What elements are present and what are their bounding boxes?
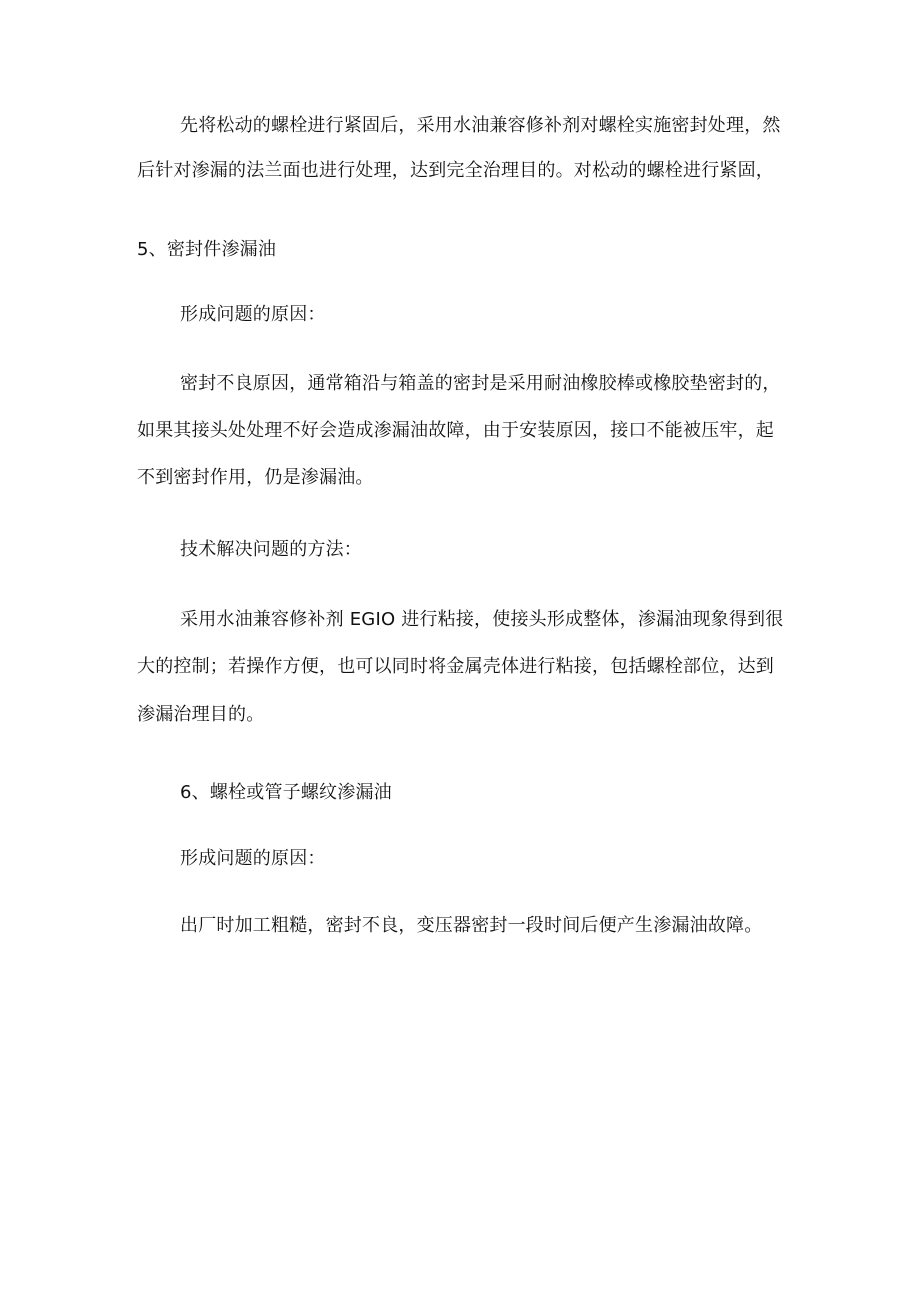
section-5-cause-label: 形成问题的原因： bbox=[180, 304, 326, 325]
section-5-solution-line-2: 大的控制；若操作方便，也可以同时将金属壳体进行粘接，包括螺栓部位，达到 bbox=[137, 656, 774, 677]
section-5-heading: 5、密封件渗漏油 bbox=[137, 239, 277, 260]
section-5-cause-line-3: 不到密封作用，仍是渗漏油。 bbox=[137, 467, 374, 488]
section-5-solution-line-1: 采用水油兼容修补剂 EGIO 进行粘接，使接头形成整体，渗漏油现象得到很 bbox=[180, 609, 784, 630]
section-5-solution-label: 技术解决问题的方法： bbox=[180, 539, 362, 560]
section-6-cause-label: 形成问题的原因： bbox=[180, 848, 326, 869]
paragraph-1-line-2: 后针对渗漏的法兰面也进行处理，达到完全治理目的。对松动的螺栓进行紧固， bbox=[137, 160, 774, 181]
section-5-cause-line-1: 密封不良原因，通常箱沿与箱盖的密封是采用耐油橡胶棒或橡胶垫密封的， bbox=[180, 373, 781, 394]
section-5-solution-line-3: 渗漏治理目的。 bbox=[137, 704, 265, 725]
section-5-cause-line-2: 如果其接头处处理不好会造成渗漏油故障，由于安装原因，接口不能被压牢，起 bbox=[137, 420, 774, 441]
paragraph-1-line-1: 先将松动的螺栓进行紧固后，采用水油兼容修补剂对螺栓实施密封处理，然 bbox=[180, 115, 781, 136]
section-6-heading: 6、螺栓或管子螺纹渗漏油 bbox=[180, 782, 392, 803]
section-6-cause-line-1: 出厂时加工粗糙，密封不良，变压器密封一段时间后便产生渗漏油故障。 bbox=[180, 915, 763, 936]
